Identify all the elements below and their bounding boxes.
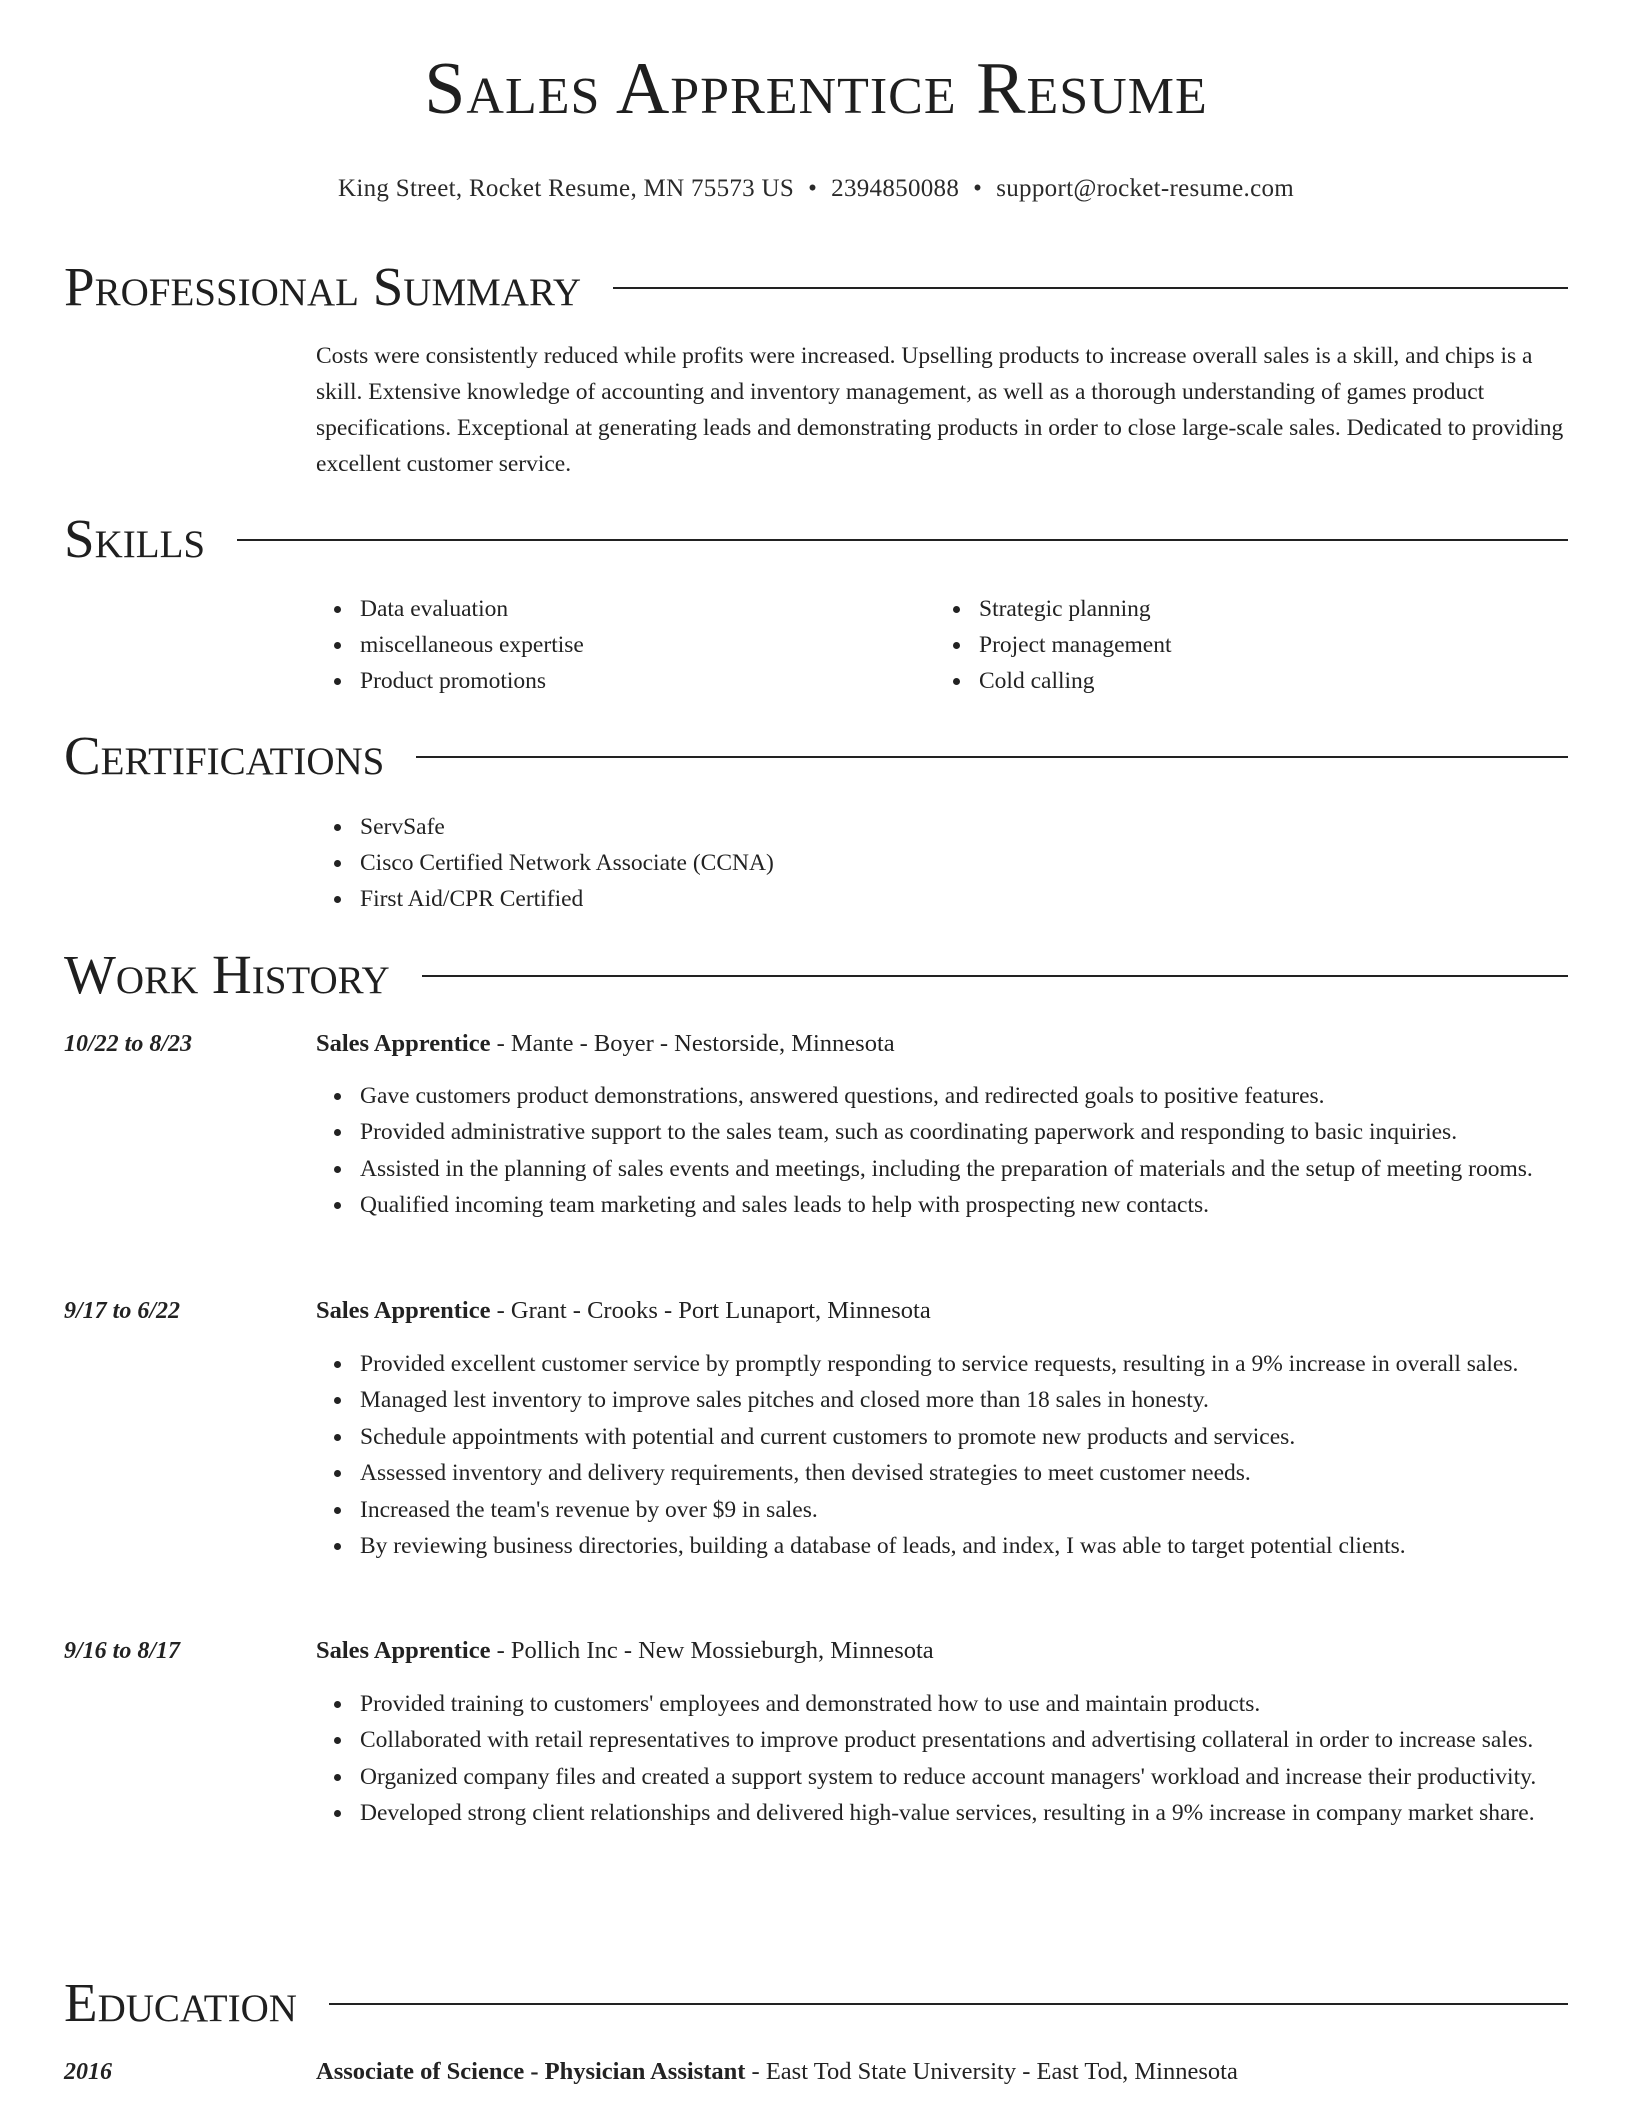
- skill-item: Data evaluation: [360, 591, 916, 627]
- job-bullet: Qualified incoming team marketing and sales leads to help with prospecting new contacts.: [360, 1187, 1568, 1223]
- job-details: - Pollich Inc - New Mossieburgh, Minnesota: [490, 1637, 934, 1664]
- skill-item: Strategic planning: [979, 591, 1535, 627]
- job-header: [316, 1026, 1568, 1062]
- job-bullets: [316, 1686, 1568, 1832]
- job-dates: 9/16 to 8/17: [64, 1638, 181, 1664]
- job-dates: 10/22 to 8/23: [64, 1031, 193, 1057]
- job-bullet: Increased the team's revenue by over $9 in sales.: [360, 1492, 1568, 1528]
- section-title: Certifications: [64, 725, 385, 786]
- job-details: - Grant - Crooks - Port Lunaport, Minnesota: [490, 1297, 931, 1324]
- contact-email: support@rocket-resume.com: [996, 175, 1295, 202]
- job-details: - Mante - Boyer - Nestorside, Minnesota: [490, 1030, 895, 1057]
- job-bullet: Provided training to customers' employees and demonstrated how to use and maintain products.: [360, 1686, 1568, 1722]
- certification-item: ServSafe: [360, 809, 1568, 845]
- job-bullet: Assessed inventory and delivery requirements, then devised strategies to meet customer needs.: [360, 1455, 1568, 1491]
- job-bullet: Assisted in the planning of sales events and meetings, including the preparation of materials and the setup of meeting rooms.: [360, 1151, 1568, 1187]
- skill-item: Cold calling: [979, 663, 1535, 699]
- job-bullet: Collaborated with retail representatives to improve product presentations and advertising collateral in order to increase sales.: [360, 1722, 1568, 1758]
- education-degree: Associate of Science - Physician Assistant: [316, 2058, 746, 2085]
- section-heading-summary: [64, 256, 1568, 317]
- skill-item: Project management: [979, 627, 1535, 663]
- job-bullet: Organized company files and created a support system to reduce account managers' workload and increase their productivity.: [360, 1759, 1568, 1795]
- section-title: Skills: [64, 508, 206, 569]
- section-title: Education: [64, 1972, 297, 2033]
- section-title: Professional Summary: [64, 256, 582, 317]
- skills-column-left: [316, 591, 916, 699]
- job-bullet: Schedule appointments with potential and current customers to promote new products and services.: [360, 1419, 1568, 1455]
- job-bullet: Provided excellent customer service by promptly responding to service requests, resulting in a 9% increase in overall sales.: [360, 1346, 1568, 1382]
- contact-phone: 2394850088: [831, 175, 960, 202]
- education-year: 2016: [64, 2059, 112, 2085]
- summary-text: Costs were consistently reduced while profits were increased. Upselling products to increase overall sales is a skill, and chips is a skill. Extensive knowledge of accounting and inventory management, as well as a thorough understanding of games product specifications. Exceptional at generating leads and demonstrating products in order to close large-scale sales. Dedicated to providing excellent customer service.: [316, 343, 1564, 477]
- job-bullets: [316, 1346, 1568, 1564]
- certification-item: Cisco Certified Network Associate (CCNA): [360, 845, 1568, 881]
- job-header: [316, 1633, 1568, 1669]
- job-bullet: By reviewing business directories, building a database of leads, and index, I was able to target potential clients.: [360, 1528, 1568, 1564]
- job-dates: 9/17 to 6/22: [64, 1298, 181, 1324]
- skill-item: Product promotions: [360, 663, 916, 699]
- job-title: Sales Apprentice: [316, 1637, 491, 1664]
- section-divider: [237, 539, 1568, 541]
- education-entry: [316, 2054, 1568, 2090]
- section-divider: [422, 975, 1568, 977]
- section-divider: [416, 756, 1568, 758]
- job-bullet: Managed lest inventory to improve sales pitches and closed more than 18 sales in honesty.: [360, 1382, 1568, 1418]
- section-title: Work History: [64, 944, 390, 1005]
- section-divider: [613, 287, 1568, 289]
- job-bullet: Provided administrative support to the sales team, such as coordinating paperwork and responding to basic inquiries.: [360, 1114, 1568, 1150]
- section-heading-certifications: [64, 725, 1568, 786]
- contact-separator: •: [808, 175, 818, 202]
- section-heading-work-history: [64, 944, 1568, 1005]
- certifications-list: [316, 809, 1568, 917]
- contact-separator: •: [973, 175, 983, 202]
- skill-item: miscellaneous expertise: [360, 627, 916, 663]
- certification-item: First Aid/CPR Certified: [360, 881, 1568, 917]
- skills-column-right: [935, 591, 1535, 699]
- section-heading-education: [64, 1972, 1568, 2033]
- contact-line: [0, 175, 1632, 203]
- job-bullets: [316, 1078, 1568, 1224]
- section-divider: [329, 2003, 1568, 2005]
- job-bullet: Developed strong client relationships and delivered high-value services, resulting in a 9% increase in company market share.: [360, 1795, 1568, 1831]
- job-bullet: Gave customers product demonstrations, answered questions, and redirected goals to positive features.: [360, 1078, 1568, 1114]
- section-heading-skills: [64, 508, 1568, 569]
- contact-address: King Street, Rocket Resume, MN 75573 US: [337, 175, 795, 202]
- job-title: Sales Apprentice: [316, 1297, 491, 1324]
- education-details: - East Tod State University - East Tod, Minnesota: [745, 2058, 1238, 2085]
- resume-title: Sales Apprentice Resume: [424, 48, 1208, 130]
- job-header: [316, 1293, 1568, 1329]
- job-title: Sales Apprentice: [316, 1030, 491, 1057]
